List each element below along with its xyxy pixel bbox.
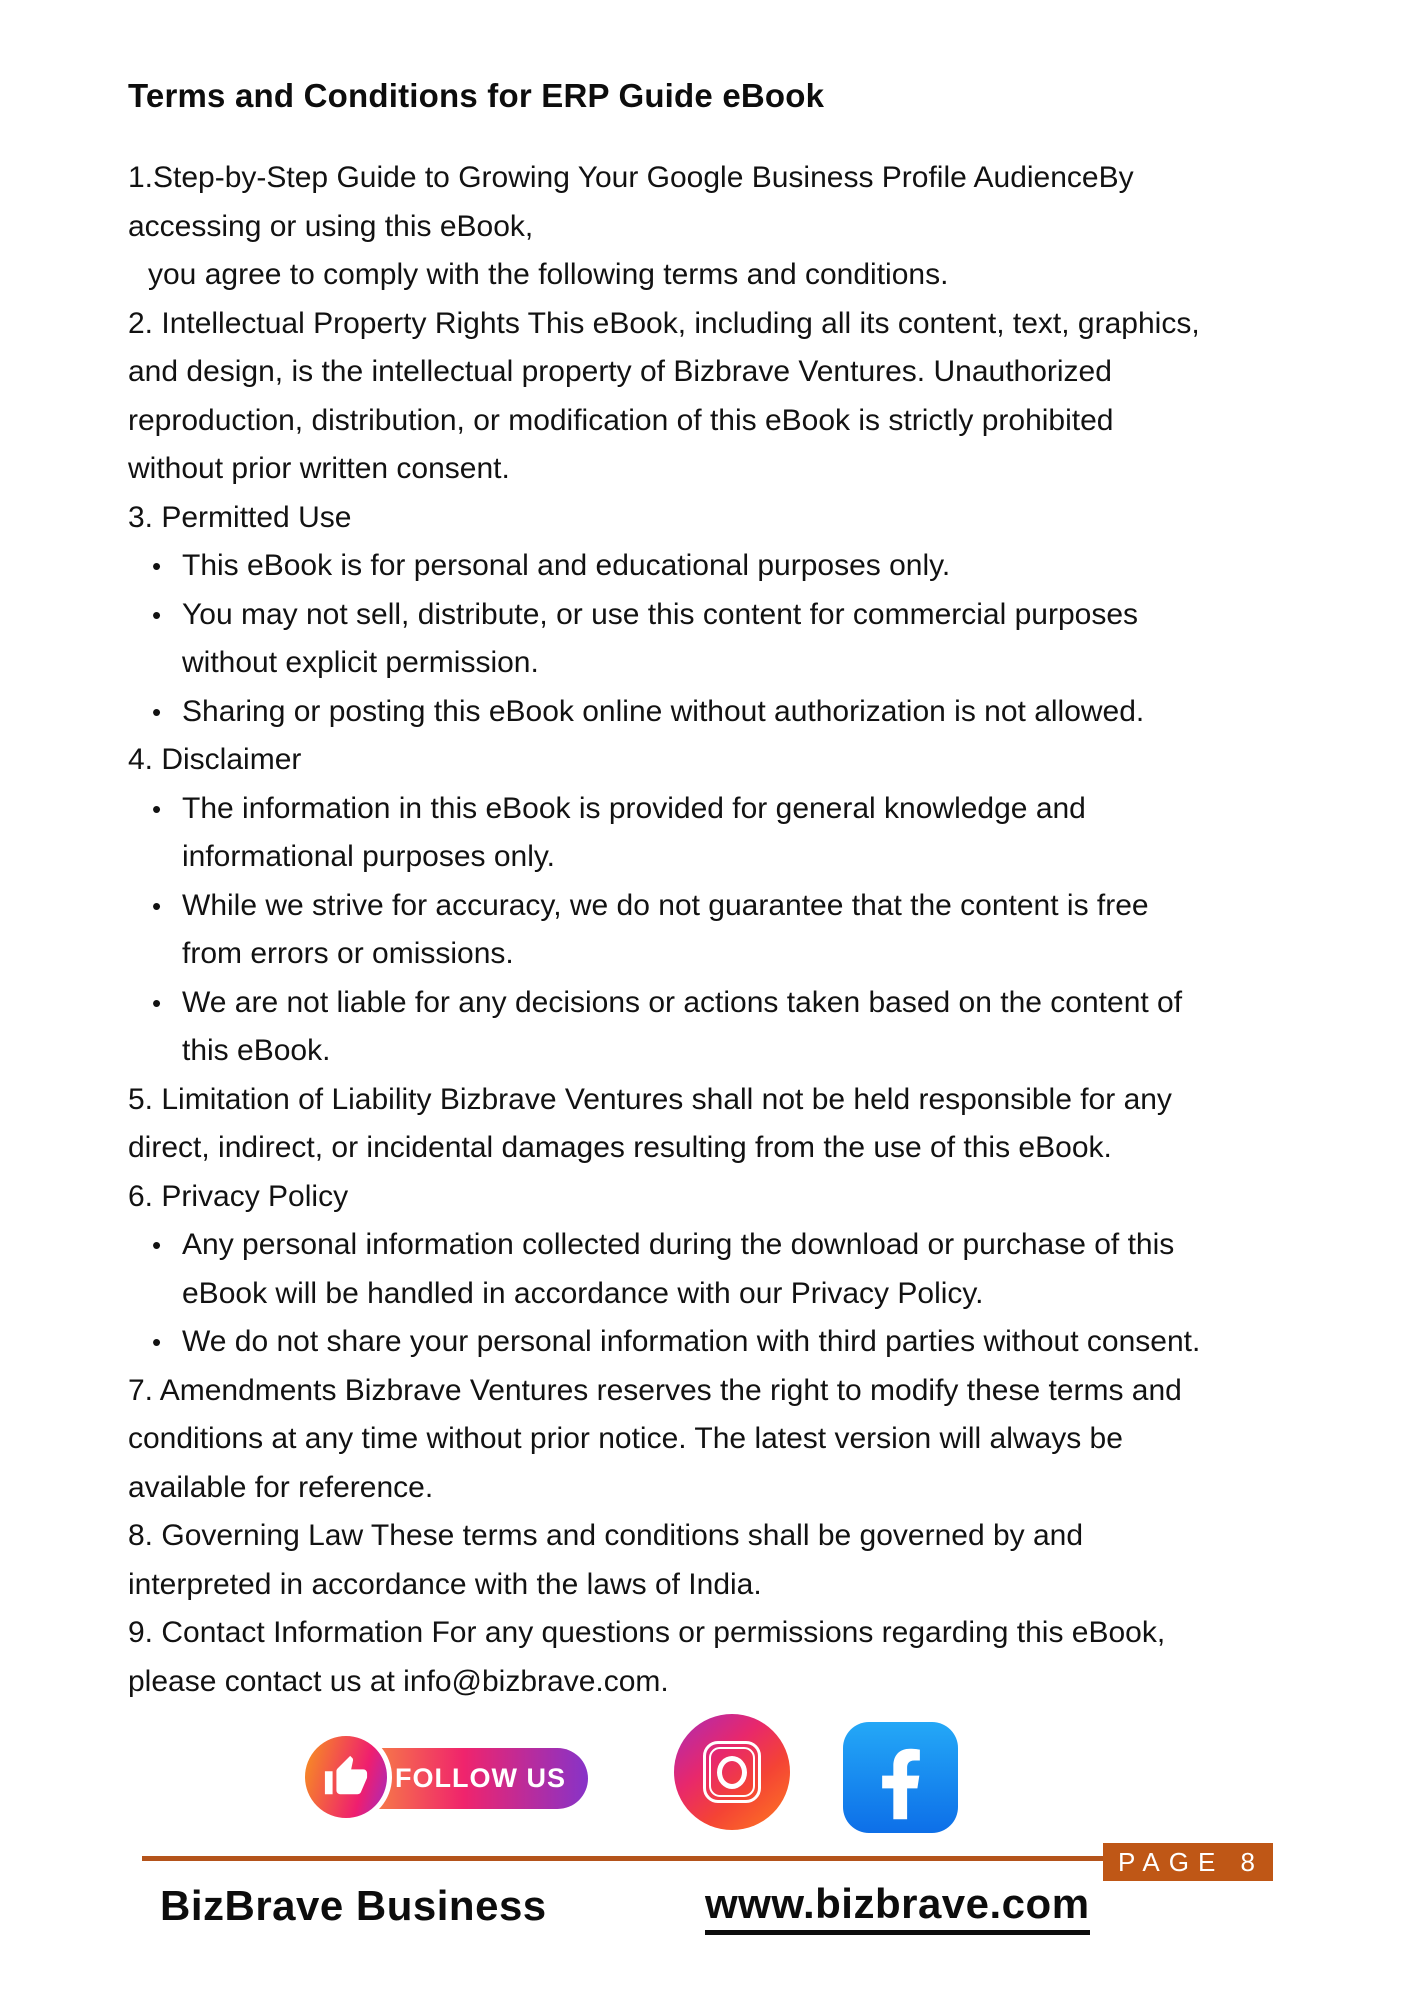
body-line-text: 4. Disclaimer (128, 743, 302, 776)
body-line-text: You may not sell, distribute, or use this content for commercial purposes (182, 597, 1139, 631)
body-line-text: and design, is the intellectual property of Bizbrave Ventures. Unauthorized (128, 355, 1112, 388)
body-text-line (128, 397, 1298, 446)
body-line-text: Any personal information collected during the download or purchase of this (182, 1228, 1175, 1261)
body-line-text: 1.Step-by-Step Guide to Growing Your Google Business Profile AudienceBy (128, 161, 1134, 194)
body-text-line (128, 300, 1298, 349)
body-text-line (128, 785, 1298, 834)
facebook-icon[interactable] (843, 1722, 958, 1833)
body-text-line (128, 154, 1298, 203)
body-text-line (128, 348, 1298, 397)
body-line-text: available for reference. (128, 1470, 434, 1504)
body-line-text: accessing or using this eBook, (128, 209, 534, 243)
body-line-text: conditions at any time without prior notice. The latest version will always be (128, 1422, 1123, 1455)
body-line-text: interpreted in accordance with the laws of India. (128, 1567, 762, 1601)
body-text-line (128, 445, 1298, 494)
body-line-text: 9. Contact Information For any questions or permissions regarding this eBook, (128, 1616, 1166, 1649)
body-text-line (128, 1415, 1298, 1464)
instagram-icon[interactable] (674, 1714, 790, 1830)
body-text-line (128, 1027, 1298, 1076)
body-text-line (128, 1270, 1298, 1319)
body-text-line (128, 1512, 1298, 1561)
body-text-line (128, 882, 1298, 931)
bullet-marker: • (152, 987, 162, 1018)
body-line-text: 8. Governing Law These terms and conditions shall be governed by and (128, 1519, 1084, 1552)
body-text-line (128, 930, 1298, 979)
brand-name: BizBrave Business (160, 1882, 547, 1929)
body-line-text: you agree to comply with the following terms and conditions. (148, 258, 949, 291)
body-text-line (128, 1076, 1298, 1125)
body-text-line (128, 1609, 1298, 1658)
body-text-line (128, 1367, 1298, 1416)
body-line-text: We do not share your personal information with third parties without consent. (182, 1325, 1201, 1358)
thumbs-up-icon (300, 1731, 392, 1823)
body-text-line (128, 591, 1298, 640)
body-text-line (128, 203, 1298, 252)
body-line-text: This eBook is for personal and educational purposes only. (182, 549, 951, 582)
body-text-line (128, 1658, 1298, 1707)
body-line-text: without prior written consent. (128, 452, 510, 485)
body-line-text: 2. Intellectual Property Rights This eBook, including all its content, text, graphics, (128, 306, 1200, 340)
body-text-line (128, 979, 1298, 1028)
body-text-line (128, 1561, 1298, 1610)
bullet-marker: • (152, 890, 162, 921)
instagram-lens (717, 1756, 747, 1789)
follow-us-badge[interactable] (300, 1731, 590, 1823)
body-text-line (128, 542, 1298, 591)
body-text-line (128, 688, 1298, 737)
body-line-text: this eBook. (182, 1034, 331, 1067)
follow-us-label: FOLLOW US (395, 1763, 566, 1793)
body-line-text: We are not liable for any decisions or actions taken based on the content of (182, 985, 1183, 1019)
body-text-line (128, 1124, 1298, 1173)
body-text-line (128, 1173, 1298, 1222)
page-title: Terms and Conditions for ERP Guide eBook (128, 77, 825, 115)
body-text-line (128, 1464, 1298, 1513)
bullet-marker: • (152, 1230, 162, 1260)
bullet-marker: • (152, 551, 162, 581)
body-text-line (128, 251, 1298, 300)
body-line-text: 5. Limitation of Liability Bizbrave Ventures shall not be held responsible for any (128, 1082, 1172, 1116)
footer-divider-line (142, 1856, 1103, 1861)
body-line-text: Sharing or posting this eBook online without authorization is not allowed. (182, 694, 1145, 728)
body-line-text: reproduction, distribution, or modification of this eBook is strictly prohibited (128, 403, 1114, 437)
body-text-line (128, 494, 1298, 543)
instagram-camera-frame (703, 1741, 761, 1803)
body-text-line (128, 833, 1298, 882)
bullet-marker: • (152, 599, 162, 630)
body-line-text: The information in this eBook is provided for general knowledge and (182, 791, 1086, 825)
website-link[interactable]: www.bizbrave.com (705, 1880, 1090, 1935)
body-line-text: from errors or omissions. (182, 937, 514, 970)
bullet-marker: • (152, 1327, 162, 1357)
bullet-marker: • (152, 696, 162, 727)
body-text-line (128, 639, 1298, 688)
body-line-text: informational purposes only. (182, 840, 555, 873)
body-line-text: without explicit permission. (182, 646, 539, 679)
body-line-text: direct, indirect, or incidental damages resulting from the use of this eBook. (128, 1131, 1112, 1164)
body-line-text: eBook will be handled in accordance with our Privacy Policy. (182, 1276, 984, 1310)
body-line-text: please contact us at info@bizbrave.com. (128, 1664, 669, 1698)
body-text-line (128, 736, 1298, 785)
body-text-line (128, 1318, 1298, 1367)
body-line-text: 6. Privacy Policy (128, 1179, 349, 1213)
bullet-marker: • (152, 793, 162, 824)
body-line-text: 7. Amendments Bizbrave Ventures reserves the right to modify these terms and (128, 1373, 1182, 1407)
body-text-line (128, 1221, 1298, 1270)
body-line-text: While we strive for accuracy, we do not guarantee that the content is free (182, 888, 1149, 922)
page-number-badge: PAGE 8 (1103, 1843, 1273, 1881)
body-line-text: 3. Permitted Use (128, 500, 352, 534)
terms-body (128, 154, 1298, 1706)
